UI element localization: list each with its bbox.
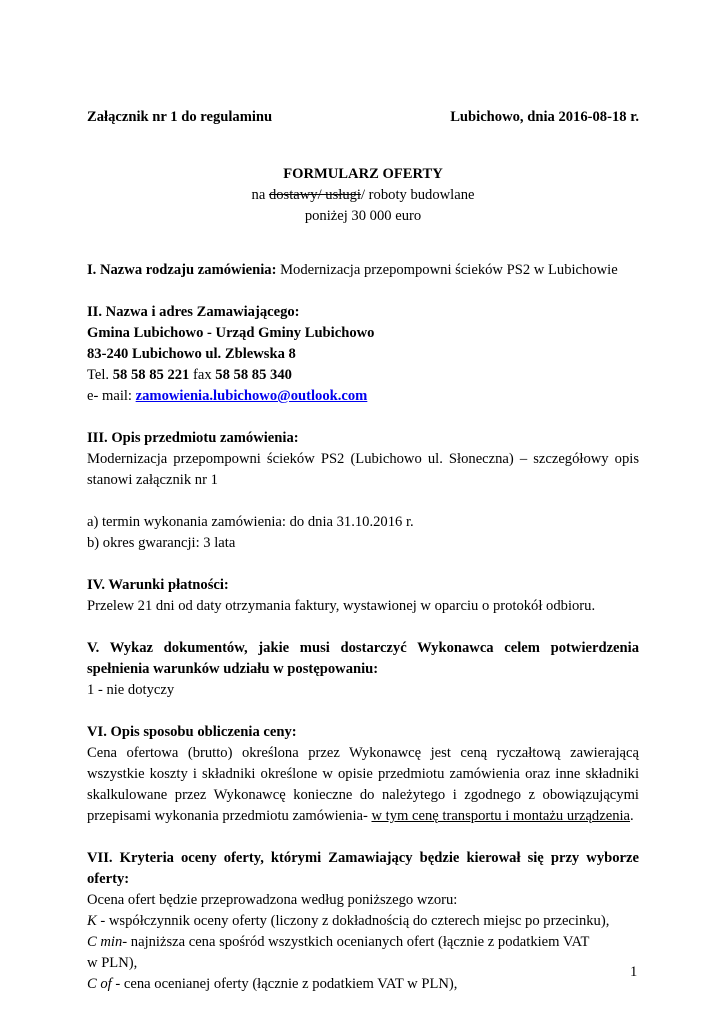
place-date: Lubichowo, dnia 2016-08-18 r. xyxy=(450,109,639,125)
cmin-definition-cont: w PLN), xyxy=(87,955,138,971)
email-line: e- mail: zamowienia.lubichowo@outlook.com xyxy=(87,388,368,404)
section-5-heading-line2: spełnienia warunków udziału w postępowaniu: xyxy=(87,661,379,677)
form-title: FORMULARZ OFERTY xyxy=(283,166,443,182)
section-5-text: 1 - nie dotyczy xyxy=(87,682,175,698)
page-number: 1 xyxy=(630,964,638,980)
form-subtitle: na dostawy/ usługi/ roboty budowlane xyxy=(251,187,475,203)
section-4-heading: IV. Warunki płatności: xyxy=(87,577,229,593)
phone-number: 58 58 85 221 xyxy=(112,367,190,383)
orderer-address: 83-240 Lubichowo ul. Zblewska 8 xyxy=(87,346,296,362)
section-6-line2: wszystkie koszty i składniki określone w opisie przedmiotu zamówienia oraz inne składniki xyxy=(87,766,639,782)
document-page xyxy=(87,107,639,995)
section-7-intro: Ocena ofert będzie przeprowadzona według poniższego wzoru: xyxy=(87,892,458,908)
section-1-heading: I. Nazwa rodzaju zamówienia: xyxy=(87,262,277,278)
form-limit: poniżej 30 000 euro xyxy=(304,208,422,224)
cof-definition: C of - cena ocenianej oferty (łącznie z podatkiem VAT w PLN), xyxy=(87,976,458,992)
struck-text: dostawy/ usługi xyxy=(268,187,361,203)
underlined-text: w tym cenę transportu i montażu urządzenia xyxy=(371,808,631,824)
section-7-heading-line2: oferty: xyxy=(87,871,130,887)
section-6-heading: VI. Opis sposobu obliczenia ceny: xyxy=(87,724,297,740)
section-2-heading: II. Nazwa i adres Zamawiającego: xyxy=(87,304,300,320)
section-6-line1: Cena ofertowa (brutto) określona przez Wykonawcę jest ceną ryczałtową zawierającą xyxy=(87,745,639,761)
section-4-text: Przelew 21 dni od daty otrzymania faktury, wystawionej w oparciu o protokół odbioru. xyxy=(87,598,596,614)
section-3-desc-line1: Modernizacja przepompowni ścieków PS2 (Lubichowo ul. Słoneczna) – szczegółowy opis xyxy=(87,451,639,467)
attachment-label: Załącznik nr 1 do regulaminu xyxy=(87,109,273,125)
header-row xyxy=(87,107,639,128)
section-3-heading: III. Opis przedmiotu zamówienia: xyxy=(87,430,299,446)
phone-fax: Tel. 58 58 85 221 fax 58 58 85 340 xyxy=(87,367,292,383)
section-6-line3: skalkulowane przez Wykonawcę konieczne do należytego i zgodnego z obowiązującymi xyxy=(87,787,639,803)
section-3-desc-line2: stanowi załącznik nr 1 xyxy=(87,472,218,488)
cmin-definition: C min- najniższa cena spośród wszystkich ocenianych ofert (łącznie z podatkiem VAT xyxy=(87,934,590,950)
fax-number: 58 58 85 340 xyxy=(215,367,292,383)
deadline-item: a) termin wykonania zamówienia: do dnia 31.10.2016 r. xyxy=(87,514,414,530)
section-1: I. Nazwa rodzaju zamówienia: Modernizacja przepompowni ścieków PS2 w Lubichowie xyxy=(87,262,618,278)
warranty-item: b) okres gwarancji: 3 lata xyxy=(87,535,236,551)
k-definition: K - współczynnik oceny oferty (liczony z dokładnością do czterech miejsc po przecinku), xyxy=(87,913,610,929)
section-6-line4: przepisami wykonania przedmiotu zamówienia- w tym cenę transportu i montażu urządzenia. xyxy=(87,808,634,824)
section-5-heading-line1: V. Wykaz dokumentów, jakie musi dostarczyć Wykonawca celem potwierdzenia xyxy=(87,640,639,656)
orderer-name: Gmina Lubichowo - Urząd Gminy Lubichowo xyxy=(87,325,375,341)
section-7-heading-line1: VII. Kryteria oceny oferty, którymi Zamawiający będzie kierował się przy wyborze xyxy=(87,850,639,866)
email-link[interactable]: zamowienia.lubichowo@outlook.com xyxy=(135,388,368,404)
